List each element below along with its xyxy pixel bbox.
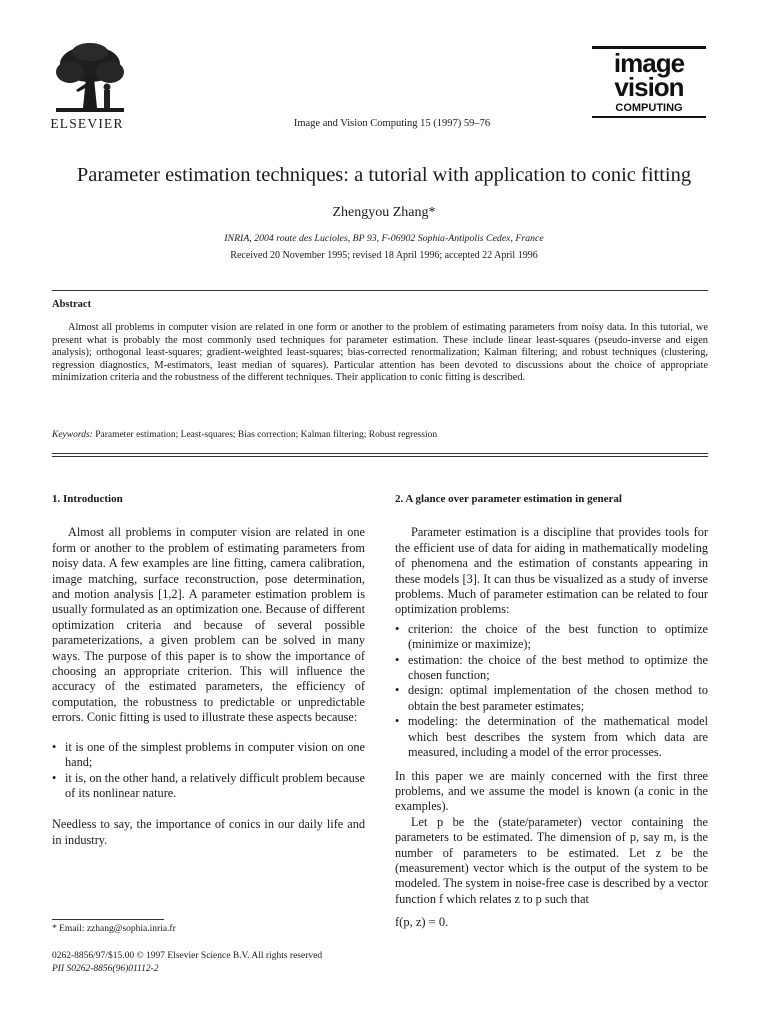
list-item: • estimation: the choice of the best method to optimize the chosen function; bbox=[395, 652, 708, 683]
keywords-label: Keywords: bbox=[52, 430, 93, 440]
abstract-top-rule bbox=[52, 290, 708, 291]
abstract-text: Almost all problems in computer vision are related in one form or another to the problem of estimating parameters from noisy data. In this tutorial, we present what is probably the most commonly used techniques for parameter estimation. These include linear least-squares (pseudo-inverse and eigen analysis); orthogonal least-squares; gradient-weighted least-squares; bias-corrected renormalization; Kalman filtering; and robust techniques (clustering, regression diagnostics, M-estimators, least median of squares). Particular attention has been devoted to discussions about the choice of appropriate minimization criteria and the robustness of the different techniques. Their application to conic fitting is described. bbox=[52, 322, 708, 384]
article-author: Zhengyou Zhang* bbox=[332, 205, 436, 220]
author-affiliation: INRIA, 2004 route des Lucioles, BP 93, F-06902 Sophia-Antipolis Cedex, France bbox=[224, 233, 544, 244]
journal-logo bbox=[592, 46, 706, 124]
keywords-line bbox=[52, 430, 708, 440]
footnote-rule bbox=[52, 919, 164, 920]
copyright-block bbox=[52, 950, 322, 976]
article-dates: Received 20 November 1995; revised 18 April 1996; accepted 22 April 1996 bbox=[230, 250, 538, 261]
article-title: Parameter estimation techniques: a tutorial with application to conic fitting bbox=[76, 164, 692, 186]
journal-logo-word-1: image bbox=[613, 48, 685, 78]
publisher-name: ELSEVIER bbox=[50, 116, 124, 131]
copyright-line: 0262-8856/97/$15.00 © 1997 Elsevier Science B.V. All rights reserved bbox=[52, 951, 323, 961]
list-item: • criterion: the choice of the best function to optimize (minimize or maximize); bbox=[395, 621, 708, 652]
section-1-bullet-list bbox=[52, 740, 365, 802]
list-item: • it is, on the other hand, a relatively difficult problem because of its nonlinear nature. bbox=[52, 770, 365, 800]
keywords-list: Parameter estimation; Least-squares; Bias correction; Kalman filtering; Robust regression bbox=[95, 430, 438, 440]
right-column bbox=[395, 492, 708, 931]
pii-line: PII S0262-8856(96)01112-2 bbox=[52, 964, 159, 974]
list-item: • it is one of the simplest problems in computer vision on one hand; bbox=[52, 739, 365, 770]
equation: f(p, z) = 0. bbox=[395, 915, 449, 930]
section-2-bullet-list bbox=[395, 622, 708, 761]
journal-reference: Image and Vision Computing 15 (1997) 59–76 bbox=[293, 118, 491, 129]
abstract-bottom-rule-1 bbox=[52, 453, 708, 454]
section-2-heading: 2. A glance over parameter estimation in general bbox=[395, 493, 622, 505]
section-1-heading: 1. Introduction bbox=[52, 493, 123, 505]
list-item: • design: optimal implementation of the chosen method to obtain the best parameter estimates; bbox=[395, 683, 708, 713]
section-2-paragraph-3: Let p be the (state/parameter) vector containing the parameters to be estimated. The dimension of p, say m, is the number of parameters to be estimated. Let z be the (measurement) vector which is the output of the system to be modeled. The system in noise-free case is described by a vector function f which relates z to p such that bbox=[395, 814, 708, 906]
section-1-paragraph-2: Needless to say, the importance of conics in our daily life and in industry. bbox=[52, 817, 365, 847]
left-column bbox=[52, 492, 365, 848]
section-2-paragraph-1: Parameter estimation is a discipline that provides tools for the efficient use of data for aiding in mathematically modeling of phenomena and the estimation of constants appearing in these models [3]. It can thus be visualized as a study of inverse problems. Much of parameter estimation can be related to four optimization problems: bbox=[395, 525, 708, 617]
section-1-paragraph-1: Almost all problems in computer vision are related in one form or another to the problem of estimating parameters from noisy data. A few examples are line fitting, camera calibration, image matching, surface reconstruction, pose determination, and motion analysis [1,2]. A parameter estimation problem is usually formulated as an optimization one. Because of different optimization criteria and because of several possible parameterizations, a given problem can be solved in many ways. The purpose of this paper is to show the importance of choosing an appropriate criterion. This will influence the accuracy of the estimated parameters, the efficiency of computation, the robustness to predictable or unpredictable errors. Conic fitting is used to illustrate these aspects because: bbox=[52, 525, 365, 725]
journal-logo-word-2: vision bbox=[614, 72, 684, 102]
abstract-heading: Abstract bbox=[52, 299, 92, 310]
section-2-paragraph-2: In this paper we are mainly concerned with the first three problems, and we assume the model is known (a conic in the examples). bbox=[395, 768, 708, 814]
abstract-bottom-rule-2 bbox=[52, 456, 708, 457]
author-email-footnote: * Email: zzhang@sophia.inria.fr bbox=[52, 924, 176, 934]
journal-logo-word-3: COMPUTING bbox=[615, 102, 683, 114]
elsevier-tree-logo bbox=[52, 42, 128, 114]
list-item: • modeling: the determination of the mathematical model which best describes the system from which data are measured, including a model of the error processes. bbox=[395, 714, 708, 760]
